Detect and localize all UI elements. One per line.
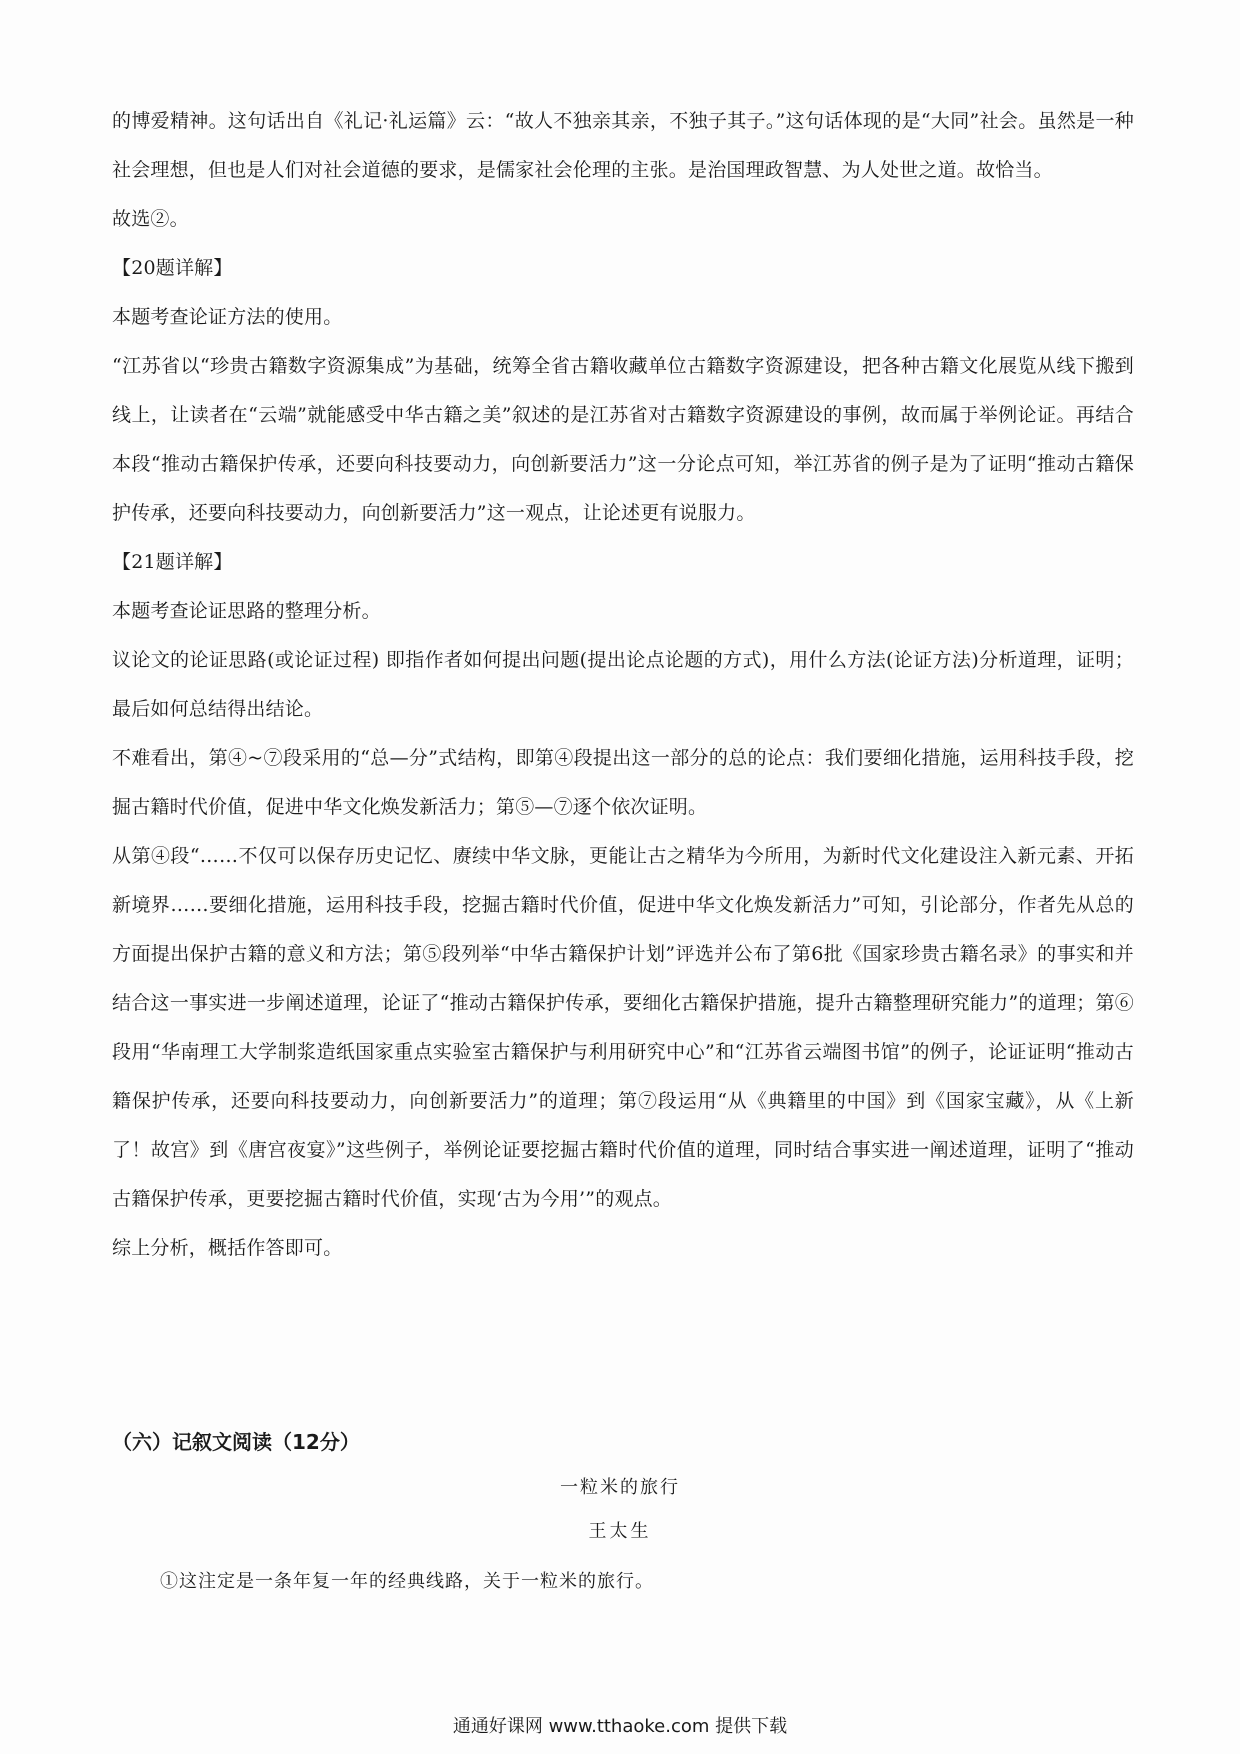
paragraph-answer-choice: 故选②。 xyxy=(112,208,189,230)
answer-explanation-body xyxy=(112,97,1134,1273)
paragraph-q21-analysis: 从第④段“……不仅可以保存历史记忆、赓续中华文脉，更能让古之精华为今所用，为新时代文化建设注入新元素、开拓新境界……要细化措施，运用科技手段，挖掘古籍时代价值，促进中华文化焕发新活力”可知，引论部分，作者先从总的方面提出保护古籍的意义和方法；第⑤段列举“中华古籍保护计划”评选并公布了第6批《国家珍贵古籍名录》的事实和并结合这一事实进一步阐述道理，论证了“推动古籍保护传承，要细化古籍保护措施，提升古籍整理研究能力”的道理；第⑥段用“华南理工大学制浆造纸国家重点实验室古籍保护与利用研究中心”和“江苏省云端图书馆”的例子，论证证明“推动古籍保护传承，还要向科技要动力，向创新要活力”的道理；第⑦段运用“从《典籍里的中国》到《国家宝藏》，从《上新了！故宫》到《唐宫夜宴》”这些例子，举例论证要挖掘古籍时代价值的道理，同时结合事实进一阐述道理，证明了“推动古籍保护传承，更要挖掘古籍时代价值，实现‘古为今用’”的观点。 xyxy=(112,845,1134,1210)
paragraph-q21-structure: 不难看出，第④~⑦段采用的“总—分”式结构，即第④段提出这一部分的总的论点：我们要细化措施，运用科技手段，挖掘古籍时代价值，促进中华文化焕发新活力；第⑤—⑦逐个依次证明。 xyxy=(112,747,1134,818)
heading-question-21: 【21题详解】 xyxy=(112,551,233,573)
page-footer: 通通好课网 www.tthaoke.com 提供下载 xyxy=(452,1716,788,1737)
section-heading: （六）记叙文阅读（12分） xyxy=(112,1430,360,1454)
paragraph-q21-definition: 议论文的论证思路(或论证过程) 即指作者如何提出问题(提出论点论题的方式)，用什么方法(论证方法)分析道理，证明；最后如何总结得出结论。 xyxy=(112,649,1134,720)
story-paragraph-1: ①这注定是一条年复一年的经典线路，关于一粒米的旅行。 xyxy=(160,1571,654,1592)
story-title: 一粒米的旅行 xyxy=(560,1477,680,1498)
paragraph-q20-topic: 本题考查论证方法的使用。 xyxy=(112,306,343,328)
heading-question-20: 【20题详解】 xyxy=(112,257,233,279)
paragraph-q21-conclusion: 综上分析，概括作答即可。 xyxy=(112,1237,343,1259)
paragraph-q21-topic: 本题考查论证思路的整理分析。 xyxy=(112,600,381,622)
paragraph-q20-analysis: “江苏省以“珍贵古籍数字资源集成”为基础，统筹全省古籍收藏单位古籍数字资源建设，把各种古籍文化展览从线下搬到线上，让读者在“云端”就能感受中华古籍之美”叙述的是江苏省对古籍数字资源建设的事例，故而属于举例论证。再结合本段“推动古籍保护传承，还要向科技要动力，向创新要活力”这一分论点可知，举江苏省的例子是为了证明“推动古籍保护传承，还要向科技要动力，向创新要活力”这一观点，让论述更有说服力。 xyxy=(112,355,1134,524)
paragraph-19-explanation: 的博爱精神。这句话出自《礼记·礼运篇》云：“故人不独亲其亲，不独子其子。”这句话体现的是“大同”社会。虽然是一种社会理想，但也是人们对社会道德的要求，是儒家社会伦理的主张。是治国理政智慧、为人处世之道。故恰当。 xyxy=(112,110,1134,181)
story-author: 王太生 xyxy=(588,1521,652,1542)
